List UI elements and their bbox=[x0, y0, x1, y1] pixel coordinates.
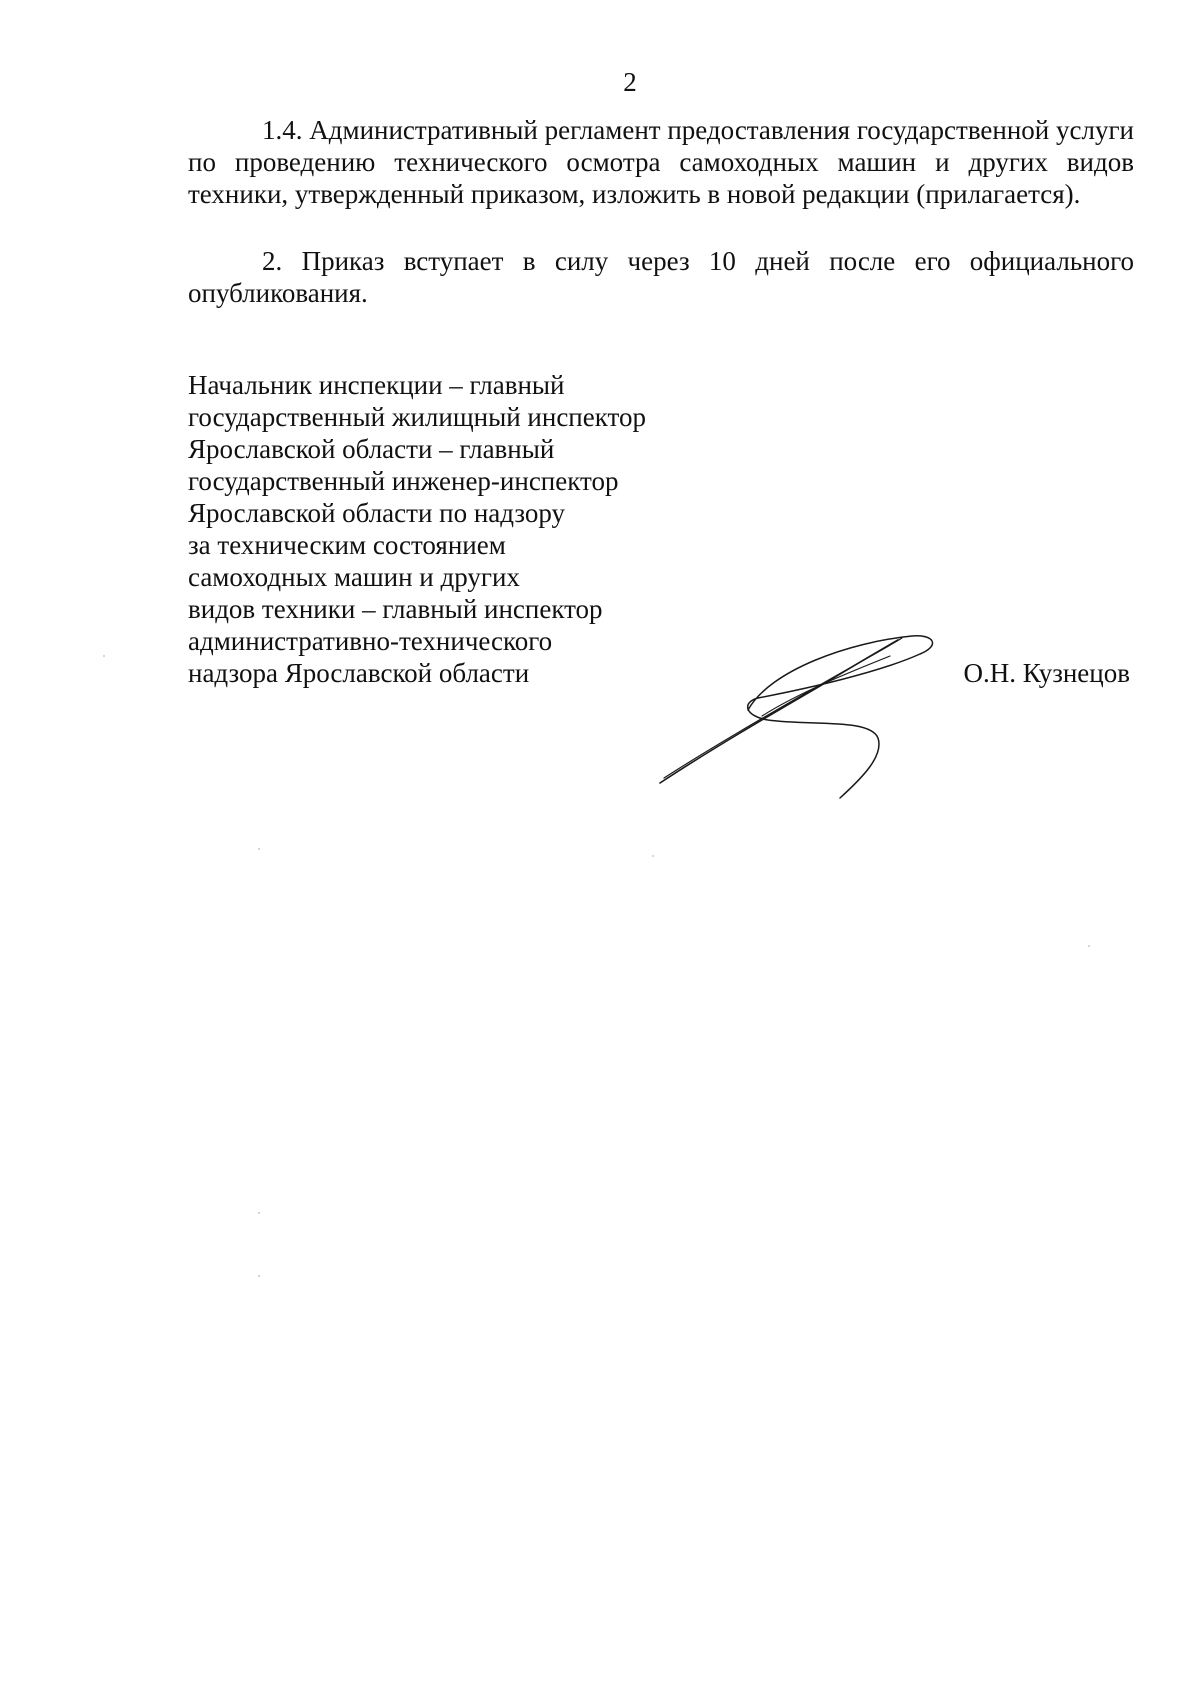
scan-speck bbox=[258, 1212, 260, 1214]
scan-speck bbox=[103, 655, 105, 657]
paragraph-1-4: 1.4. Административный регламент предоставления государственной услуги по проведению технического осмотра самоходных машин и других видов техники, утвержденный приказом, изложить в новой редакции (прилагается). bbox=[188, 115, 1134, 209]
signatory-title-line: Начальник инспекции – главный bbox=[188, 370, 565, 400]
scan-speck bbox=[652, 855, 654, 857]
signatory-title-line: Ярославской области по надзору bbox=[188, 498, 565, 528]
signatory-title-line: надзора Ярославской области bbox=[188, 658, 530, 688]
signatory-title-line: за техническим состоянием bbox=[188, 530, 506, 560]
signatory-title-line: государственный инженер-инспектор bbox=[188, 466, 619, 496]
scan-speck bbox=[258, 848, 260, 850]
scan-speck bbox=[1088, 945, 1090, 947]
handwritten-signature bbox=[650, 620, 960, 800]
signatory-title-block bbox=[188, 369, 708, 689]
page-number: 2 bbox=[623, 67, 637, 97]
signature-stroke bbox=[748, 636, 933, 798]
scan-speck bbox=[258, 1275, 260, 1277]
signatory-title-line: государственный жилищный инспектор bbox=[188, 402, 646, 432]
signatory-title-line: Ярославской области – главный bbox=[188, 434, 555, 464]
signatory-title-line: видов техники – главный инспектор bbox=[188, 594, 603, 624]
signatory-title-line: административно-технического bbox=[188, 626, 553, 656]
signatory-title-line: самоходных машин и других bbox=[188, 562, 520, 592]
paragraph-2: 2. Приказ вступает в силу через 10 дней после его официального опубликования. bbox=[188, 246, 1134, 308]
signatory-name: О.Н. Кузнецов bbox=[963, 658, 1130, 688]
